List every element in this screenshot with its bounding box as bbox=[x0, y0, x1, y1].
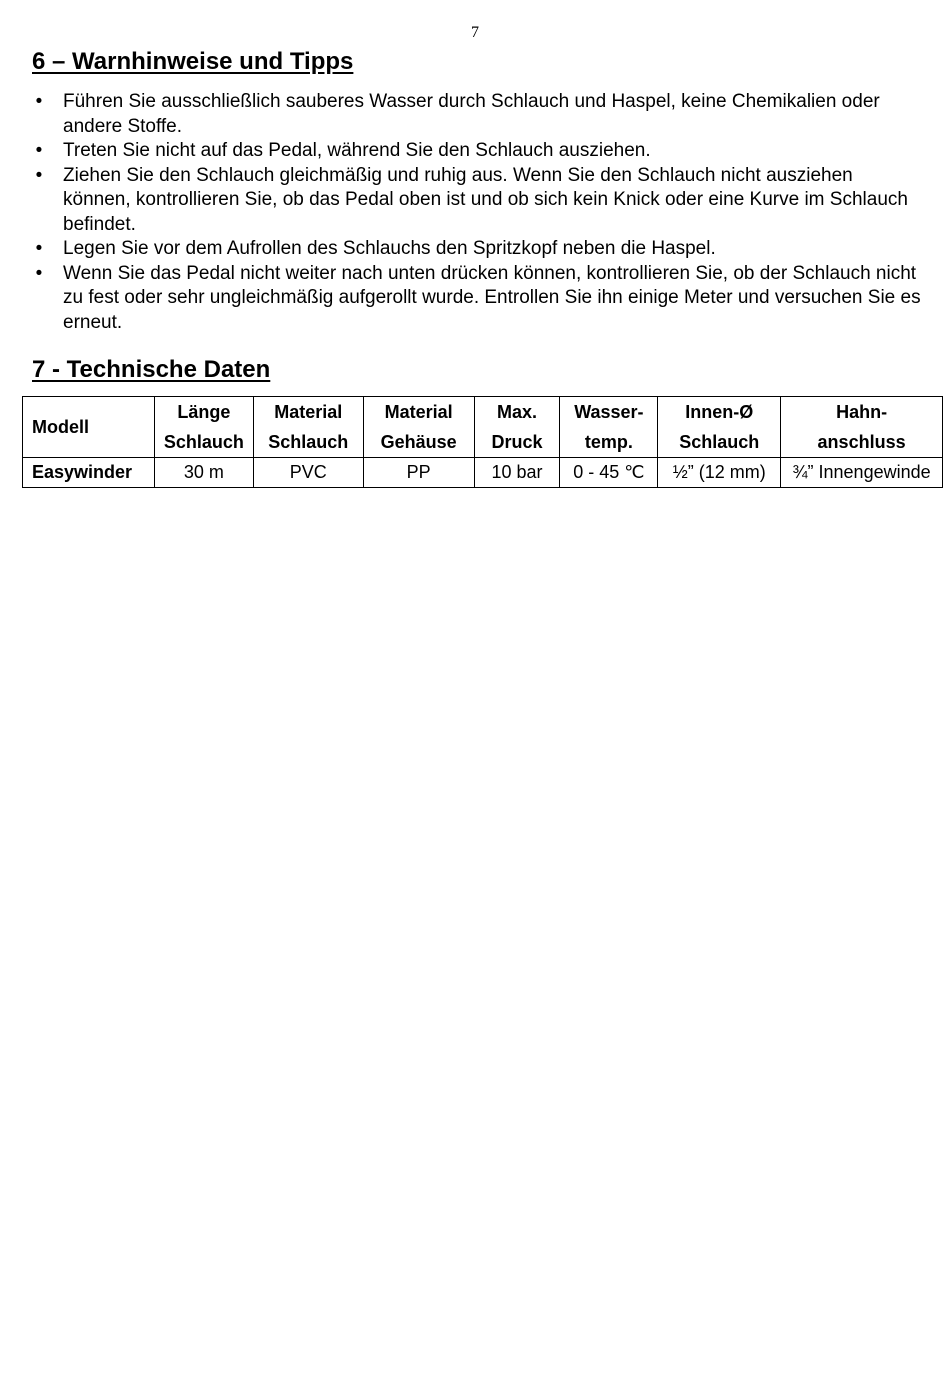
cell-material-schlauch: PVC bbox=[253, 458, 363, 488]
cell-modell: Easywinder bbox=[23, 458, 155, 488]
header-wassertemp: Wasser- temp. bbox=[560, 397, 658, 458]
cell-hahnanschluss: ¾” Innengewinde bbox=[781, 458, 943, 488]
cell-wassertemp: 0 - 45 ℃ bbox=[560, 458, 658, 488]
bullet-icon: • bbox=[35, 91, 43, 112]
bullet-icon: • bbox=[35, 140, 43, 161]
bullet-icon: • bbox=[35, 262, 43, 284]
list-item-text: Legen Sie vor dem Aufrollen des Schlauchs den Spritzkopf neben die Haspel. bbox=[63, 238, 716, 259]
header-material-schlauch: Material Schlauch bbox=[253, 397, 363, 458]
header-innen-durchmesser: Innen-Ø Schlauch bbox=[658, 397, 781, 458]
header-max-druck: Max. Druck bbox=[474, 397, 560, 458]
list-item-text: Wenn Sie das Pedal nicht weiter nach unten drücken können, kontrollieren Sie, ob der Schlauch nicht zu fest oder sehr ungleichmäßig aufgerollt wurde. Entrollen Sie ihn einige Meter und versuchen Sie es erneut. bbox=[63, 262, 921, 333]
technical-data-table bbox=[22, 396, 943, 488]
warning-tips-list bbox=[32, 90, 922, 335]
header-modell: Modell bbox=[23, 397, 155, 458]
cell-innen-durchmesser: ½” (12 mm) bbox=[658, 458, 781, 488]
table-row bbox=[23, 458, 943, 488]
list-item-text: Ziehen Sie den Schlauch gleichmäßig und ruhig aus. Wenn Sie den Schlauch nicht ausziehen können, kontrollieren Sie, ob das Pedal oben ist und ob sich kein Knick oder eine Kurve im Schlauch befindet. bbox=[63, 164, 908, 235]
list-item bbox=[32, 90, 922, 139]
page-number: 7 bbox=[471, 24, 479, 41]
bullet-icon: • bbox=[35, 238, 43, 259]
section-6-heading: 6 – Warnhinweise und Tipps bbox=[32, 48, 354, 75]
list-item bbox=[32, 139, 922, 164]
list-item bbox=[32, 164, 922, 238]
header-laenge-schlauch: Länge Schlauch bbox=[154, 397, 253, 458]
section-7-heading: 7 - Technische Daten bbox=[32, 356, 271, 383]
cell-laenge: 30 m bbox=[154, 458, 253, 488]
list-item-text: Treten Sie nicht auf das Pedal, während Sie den Schlauch ausziehen. bbox=[63, 140, 651, 161]
list-item bbox=[32, 262, 922, 336]
table-header-row bbox=[23, 397, 943, 458]
list-item bbox=[32, 237, 922, 262]
list-item-text: Führen Sie ausschließlich sauberes Wasser durch Schlauch und Haspel, keine Chemikalien oder andere Stoffe. bbox=[63, 91, 880, 137]
header-hahnanschluss: Hahn- anschluss bbox=[781, 397, 943, 458]
cell-max-druck: 10 bar bbox=[474, 458, 560, 488]
header-material-gehaeuse: Material Gehäuse bbox=[363, 397, 474, 458]
bullet-icon: • bbox=[35, 164, 43, 186]
cell-material-gehaeuse: PP bbox=[363, 458, 474, 488]
